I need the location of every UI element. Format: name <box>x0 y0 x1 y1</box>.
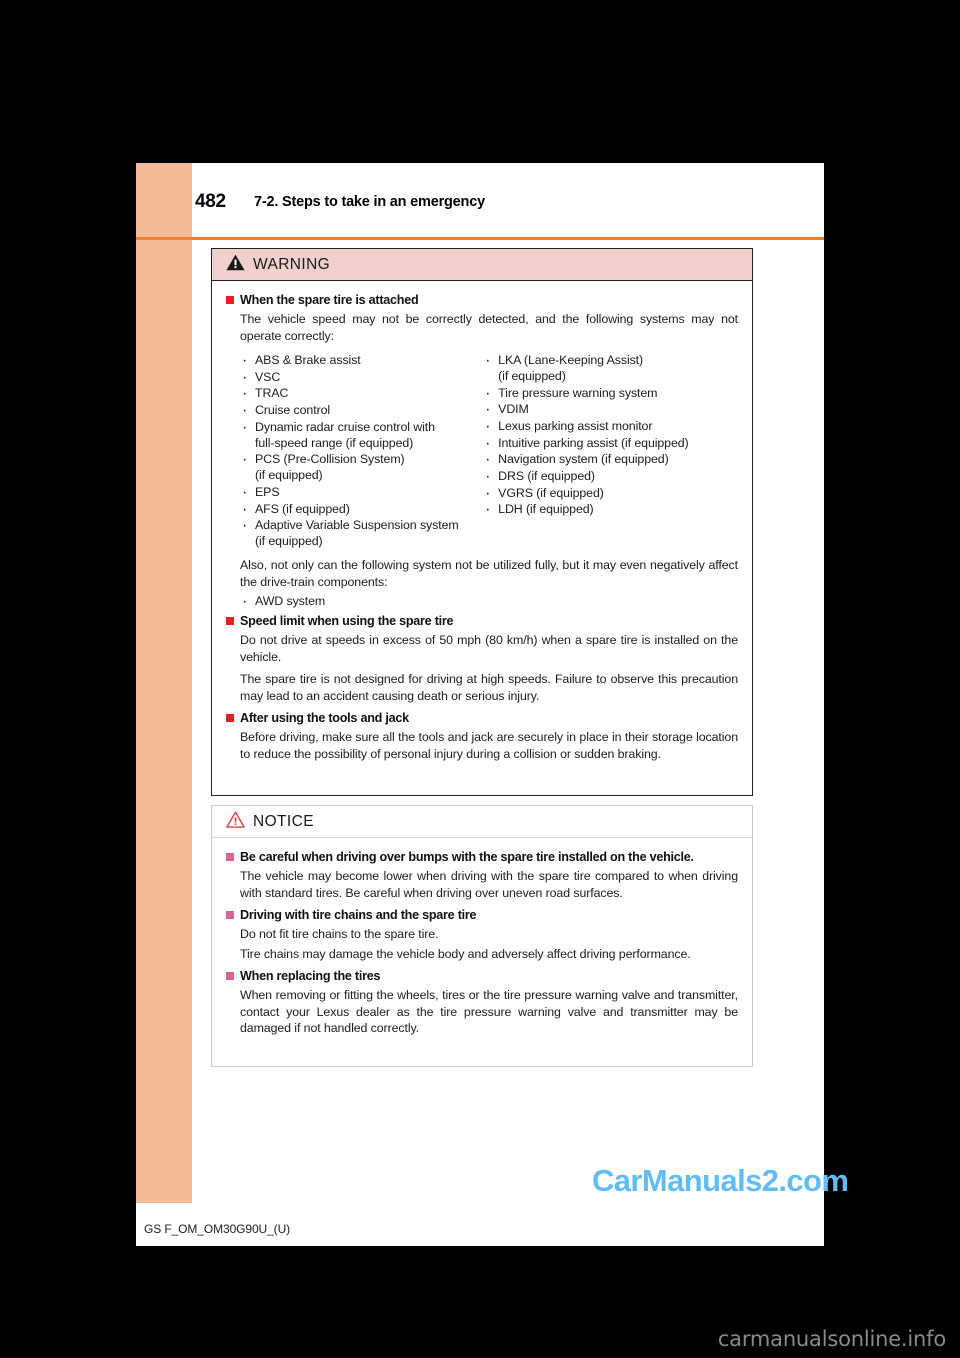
list-item-text: ABS & Brake assist <box>255 353 361 368</box>
list-item <box>240 419 483 451</box>
notice-bumps-paragraph: The vehicle may become lower when driving with the spare tire compared to when driving with standard tires. Be careful when driving over uneven road surfaces. <box>240 869 738 900</box>
manual-page-sheet <box>136 163 849 1246</box>
pink-square-bullet-icon <box>226 853 234 861</box>
list-item-text: Cruise control <box>255 402 331 417</box>
warning-header <box>212 249 752 281</box>
list-item-text: VGRS (if equipped) <box>498 485 604 500</box>
notice-replacing-paragraph: When removing or fitting the wheels, tires or the tire pressure warning valve and transmitter, contact your Lexus dealer as the tire pressure warning valve and transmitter may be damaged if not handled correctly. <box>240 988 738 1036</box>
header-divider-rule <box>136 237 824 240</box>
page-header <box>192 191 824 237</box>
list-item <box>240 402 483 418</box>
notice-heading-2 <box>226 907 738 923</box>
notice-chains-paragraph-2: Tire chains may damage the vehicle body and adversely affect driving performance. <box>240 946 691 961</box>
pink-square-bullet-icon <box>226 972 234 980</box>
list-item-continuation: full-speed range (if equipped) <box>255 435 414 450</box>
page-number: 482 <box>195 191 226 212</box>
list-item <box>240 451 483 483</box>
document-code: GS F_OM_OM30G90U_(U) <box>144 1222 291 1236</box>
notice-heading-3 <box>226 968 738 984</box>
warning-awd-list <box>240 593 738 609</box>
warning-heading-3 <box>226 710 738 726</box>
warning-triangle-icon <box>226 254 245 276</box>
site-watermark: carmanualsonline.info <box>717 1327 946 1351</box>
warning-callout-box <box>211 248 753 796</box>
list-item <box>483 451 738 467</box>
list-item-continuation: (if equipped) <box>255 534 323 549</box>
warning-heading-2-text: Speed limit when using the spare tire <box>240 614 454 629</box>
list-item-text: AWD system <box>255 594 326 609</box>
list-item <box>483 485 738 501</box>
notice-chains-paragraph-1: Do not fit tire chains to the spare tire. <box>240 927 439 942</box>
warning-intro-paragraph: The vehicle speed may not be correctly detected, and the following systems may not operate correctly: <box>240 312 738 343</box>
list-item <box>483 501 738 517</box>
warning-systems-right-column <box>483 352 738 550</box>
pink-square-bullet-icon <box>226 911 234 919</box>
warning-body <box>212 281 752 778</box>
list-item <box>240 484 483 500</box>
warning-systems-right-list <box>483 352 738 517</box>
list-item-text: Tire pressure warning system <box>498 385 658 400</box>
list-item-text: LKA (Lane-Keeping Assist) <box>498 353 644 368</box>
notice-label: NOTICE <box>253 812 314 830</box>
list-item-text: VSC <box>255 369 281 384</box>
list-item <box>240 352 483 368</box>
list-item <box>240 369 483 385</box>
list-item <box>240 593 738 609</box>
list-item <box>240 517 483 549</box>
notice-heading-1 <box>226 849 738 865</box>
notice-heading-1-text: Be careful when driving over bumps with the spare tire installed on the vehicle. <box>240 850 694 864</box>
warning-systems-two-column-list <box>240 352 738 550</box>
list-item-continuation: (if equipped) <box>498 369 566 384</box>
list-item-text: LDH (if equipped) <box>498 502 594 517</box>
red-square-bullet-icon <box>226 617 234 625</box>
warning-tools-jack-paragraph: Before driving, make sure all the tools and jack are securely in place in their storage location to reduce the possibility of personal injury during a collision or sudden braking. <box>240 730 738 761</box>
list-item <box>483 352 738 384</box>
warning-heading-2 <box>226 613 738 629</box>
warning-outro-paragraph: Also, not only can the following system not be utilized fully, but it may even negatively affect the drive-train components: <box>240 558 738 589</box>
list-item-text: Lexus parking assist monitor <box>498 419 653 434</box>
warning-speed-limit-paragraph-1: Do not drive at speeds in excess of 50 mph (80 km/h) when a spare tire is installed on the vehicle. <box>240 633 738 664</box>
list-item-text: EPS <box>255 485 280 500</box>
warning-systems-left-list <box>240 352 483 550</box>
notice-header <box>212 806 752 838</box>
red-square-bullet-icon <box>226 714 234 722</box>
warning-systems-left-column <box>240 352 483 550</box>
list-item <box>483 418 738 434</box>
section-color-tab <box>136 163 192 1203</box>
carmanuals-watermark: CarManuals2.com <box>592 1163 849 1198</box>
list-item-text: DRS (if equipped) <box>498 468 595 483</box>
notice-heading-2-text: Driving with tire chains and the spare tire <box>240 908 477 923</box>
warning-speed-limit-paragraph-2: The spare tire is not designed for driving at high speeds. Failure to observe this precaution may lead to an accident causing death or serious injury. <box>240 672 738 703</box>
list-item-text: AFS (if equipped) <box>255 501 350 516</box>
list-item-continuation: (if equipped) <box>255 468 323 483</box>
list-item-text: VDIM <box>498 402 529 417</box>
list-item <box>240 501 483 517</box>
notice-body <box>212 838 752 1053</box>
list-item-text: PCS (Pre-Collision System) <box>255 452 405 467</box>
list-item-text: Navigation system (if equipped) <box>498 452 669 467</box>
notice-triangle-icon <box>226 811 245 833</box>
notice-heading-3-text: When replacing the tires <box>240 969 381 984</box>
warning-heading-1-text: When the spare tire is attached <box>240 293 419 307</box>
notice-callout-box <box>211 805 753 1067</box>
list-item-text: Dynamic radar cruise control with <box>255 419 435 434</box>
list-item <box>483 468 738 484</box>
red-square-bullet-icon <box>226 296 234 304</box>
warning-heading-1 <box>226 292 738 308</box>
warning-heading-3-text: After using the tools and jack <box>240 711 409 726</box>
list-item-text: Intuitive parking assist (if equipped) <box>498 435 689 450</box>
section-title: 7-2. Steps to take in an emergency <box>254 194 485 210</box>
list-item <box>483 435 738 451</box>
list-item <box>240 385 483 401</box>
list-item-text: Adaptive Variable Suspension system <box>255 518 459 533</box>
list-item-text: TRAC <box>255 386 289 401</box>
warning-label: WARNING <box>253 255 331 273</box>
list-item <box>483 385 738 401</box>
list-item <box>483 401 738 417</box>
